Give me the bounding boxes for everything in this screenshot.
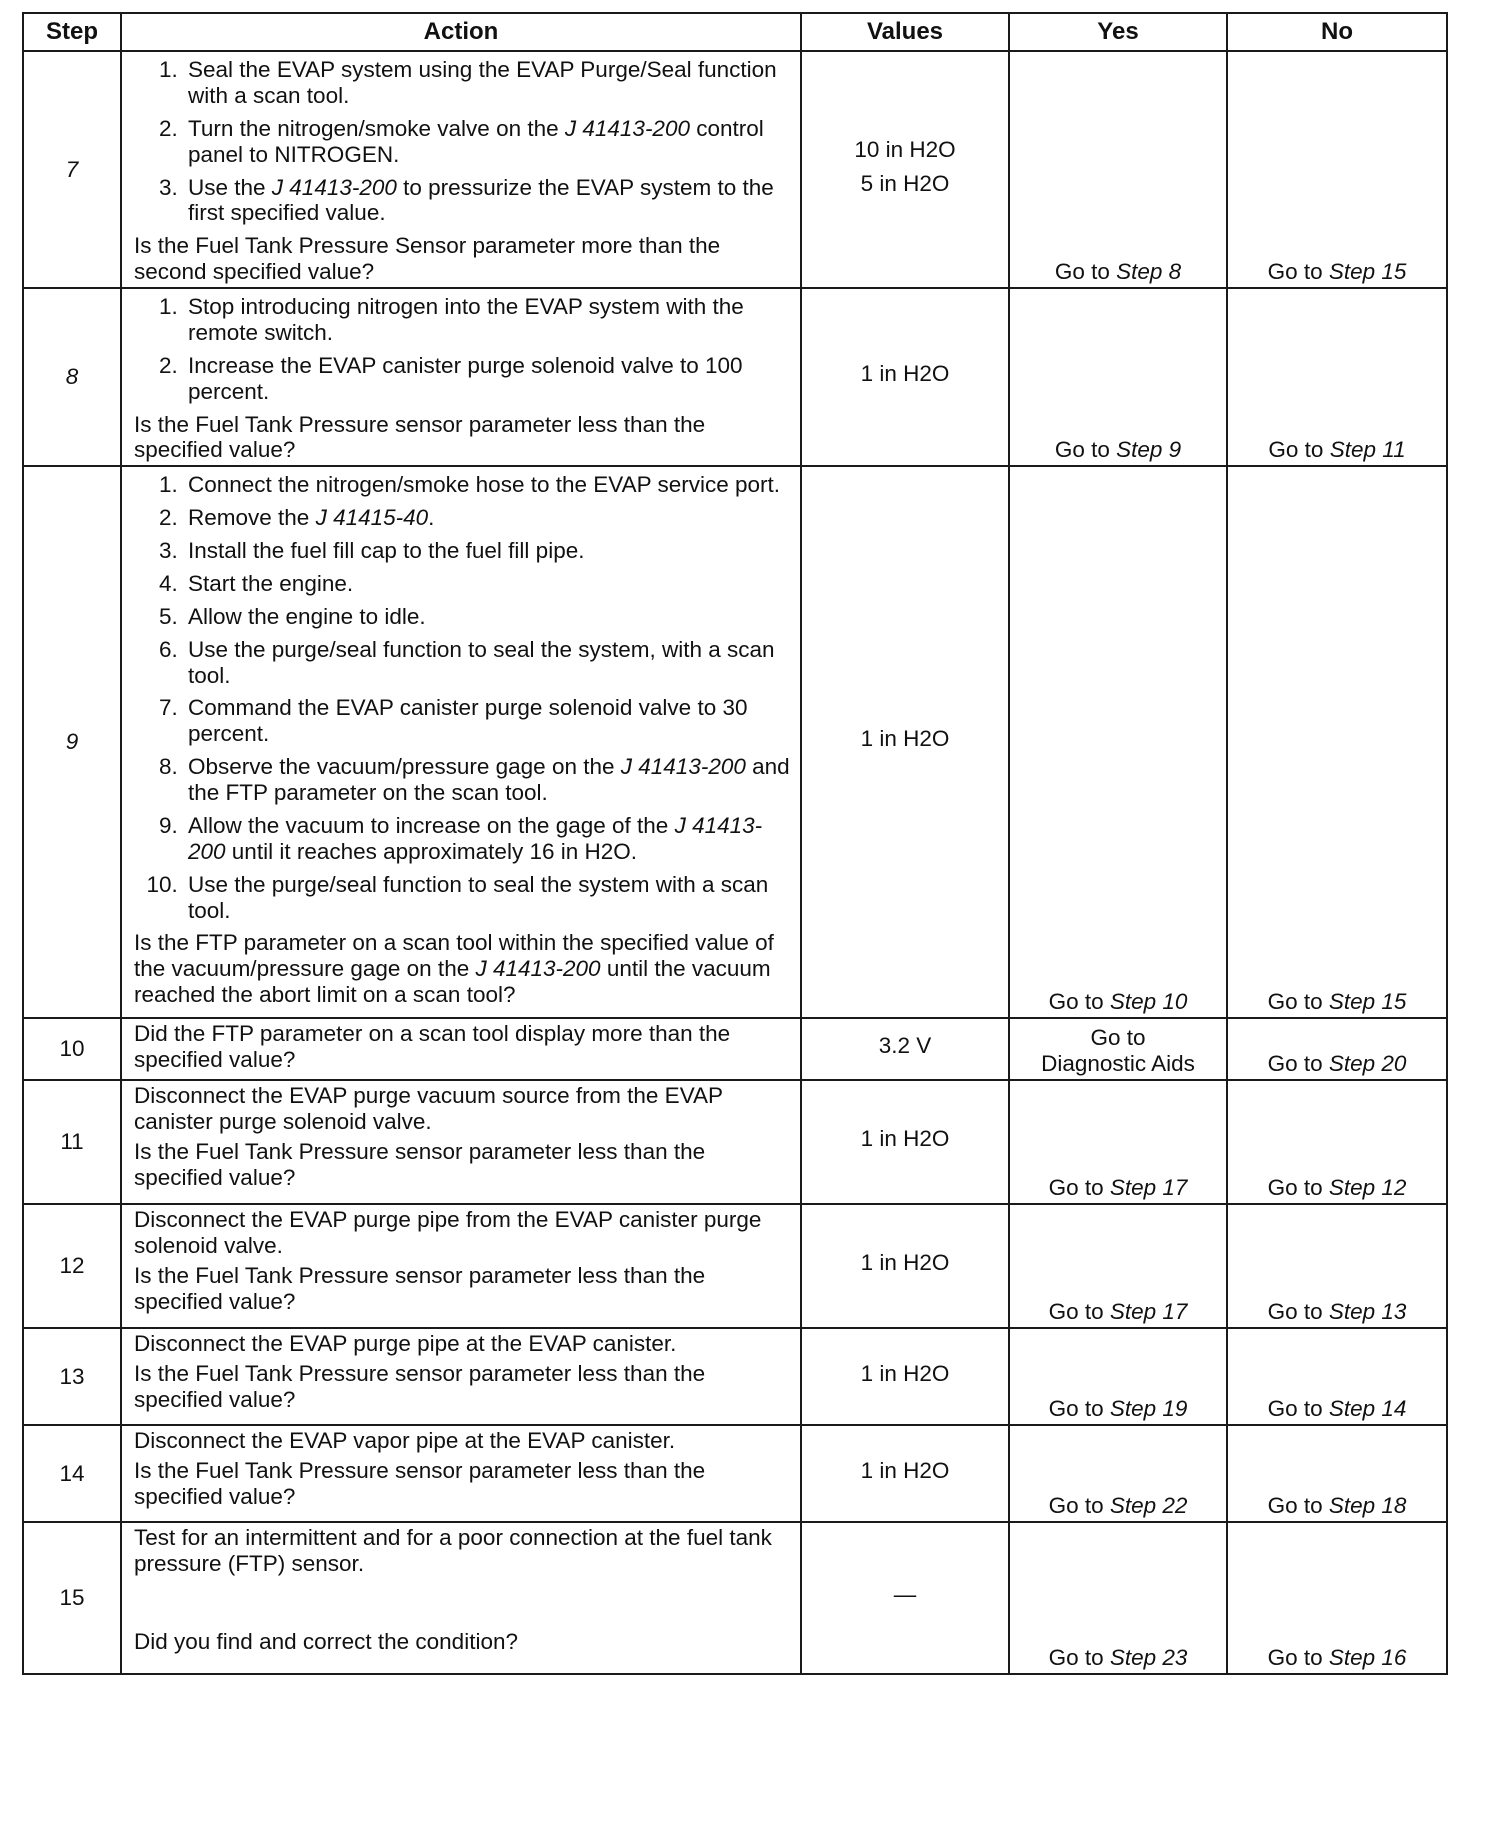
value-1: 1 in H2O (860, 1250, 950, 1276)
yes-cell: Go to Diagnostic Aids (1009, 1018, 1227, 1080)
question-text: Did the FTP parameter on a scan tool display more than the specified value? (134, 1021, 731, 1073)
table-row-step-15 (23, 1522, 1447, 1674)
action-cell (121, 1204, 801, 1328)
list-item: 8. Observe the vacuum/pressure gage on the J 41413-200 and the FTP parameter on the scan tool. (184, 754, 790, 806)
values-cell (801, 1018, 1009, 1080)
list-item: 10. Use the purge/seal function to seal the system with a scan tool. (184, 872, 790, 924)
value-1: 1 in H2O (860, 726, 950, 752)
value-1: 1 in H2O (860, 1360, 950, 1386)
yes-cell: Go to Step 8 (1009, 51, 1227, 288)
action-cell (121, 1425, 801, 1522)
no-cell: Go to Step 11 (1227, 288, 1447, 466)
yes-step-link[interactable]: Step 22 (1109, 1493, 1188, 1519)
list-item: 2. Remove the J 41415-40. (184, 505, 790, 531)
header-action: Action (121, 13, 801, 51)
question-text: Is the Fuel Tank Pressure sensor parameter less than the specified value? (134, 411, 706, 463)
action-cell (121, 288, 801, 466)
table-row-step-7 (23, 51, 1447, 288)
table-row-step-8 (23, 288, 1447, 466)
table-row-step-12 (23, 1204, 1447, 1328)
header-row (23, 13, 1447, 51)
diagnostic-table (22, 12, 1448, 1675)
no-step-link[interactable]: Step 15 (1328, 989, 1407, 1015)
value-2: 5 in H2O (860, 170, 950, 196)
action-cell (121, 1080, 801, 1204)
no-step-link[interactable]: Step 11 (1329, 437, 1406, 463)
no-cell: Go to Step 18 (1227, 1425, 1447, 1522)
header-no: No (1227, 13, 1447, 51)
step-number: 11 (23, 1080, 121, 1204)
yes-cell: Go to Step 22 (1009, 1425, 1227, 1522)
value-1: 10 in H2O (854, 136, 956, 162)
no-step-link[interactable]: Step 16 (1328, 1645, 1407, 1671)
action-cell (121, 466, 801, 1018)
action-cell (121, 1328, 801, 1425)
no-cell: Go to Step 12 (1227, 1080, 1447, 1204)
no-cell: Go to Step 20 (1227, 1018, 1447, 1080)
yes-step-link[interactable]: Step 8 (1116, 259, 1182, 285)
list-item: 1. Seal the EVAP system using the EVAP Purge/Seal function with a scan tool. (184, 57, 790, 109)
yes-step-link[interactable]: Step 19 (1109, 1396, 1188, 1422)
question-text: Is the FTP parameter on a scan tool within the specified value of the vacuum/pressure gage on the J 41413-200 until the vacuum reached the abort limit on a scan tool? (134, 930, 774, 1008)
header-values: Values (801, 13, 1009, 51)
action-text: Disconnect the EVAP purge vacuum source from the EVAP canister purge solenoid valve. (134, 1083, 723, 1134)
values-cell (801, 466, 1009, 1018)
table-row-step-11 (23, 1080, 1447, 1204)
yes-cell: Go to Step 23 (1009, 1522, 1227, 1674)
values-cell (801, 1522, 1009, 1674)
table-row-step-9 (23, 466, 1447, 1018)
action-text: Disconnect the EVAP purge pipe at the EVAP canister. (134, 1331, 677, 1356)
list-item: 7. Command the EVAP canister purge solenoid valve to 30 percent. (184, 695, 790, 747)
step-number: 14 (23, 1425, 121, 1522)
step-number: 10 (23, 1018, 121, 1080)
list-item: 2. Increase the EVAP canister purge solenoid valve to 100 percent. (184, 353, 790, 405)
list-item: 5. Allow the engine to idle. (184, 604, 790, 630)
header-step: Step (23, 13, 121, 51)
step-number: 9 (23, 466, 121, 1018)
no-step-link[interactable]: Step 13 (1328, 1299, 1407, 1325)
no-cell: Go to Step 15 (1227, 466, 1447, 1018)
action-list (134, 472, 790, 923)
yes-cell: Go to Step 19 (1009, 1328, 1227, 1425)
yes-diagnostic-aids-link[interactable]: Diagnostic Aids (1041, 1051, 1195, 1077)
step-number: 8 (23, 288, 121, 466)
question-text: Is the Fuel Tank Pressure sensor parameter less than the specified value? (134, 1262, 706, 1314)
list-item: 1. Connect the nitrogen/smoke hose to the EVAP service port. (184, 472, 790, 498)
action-text: Test for an intermittent and for a poor connection at the fuel tank pressure (FTP) sensor. (134, 1525, 772, 1576)
value-1: 3.2 V (878, 1033, 932, 1059)
list-item: 6. Use the purge/seal function to seal the system, with a scan tool. (184, 637, 790, 689)
table-row-step-13 (23, 1328, 1447, 1425)
header-yes: Yes (1009, 13, 1227, 51)
no-step-link[interactable]: Step 14 (1328, 1396, 1407, 1422)
yes-step-link[interactable]: Step 17 (1109, 1175, 1188, 1201)
list-item: 4. Start the engine. (184, 571, 790, 597)
values-cell (801, 1425, 1009, 1522)
no-cell: Go to Step 13 (1227, 1204, 1447, 1328)
action-list (134, 57, 790, 226)
list-item: 9. Allow the vacuum to increase on the gage of the J 41413-200 until it reaches approximately 16 in H2O. (184, 813, 790, 865)
step-number: 15 (23, 1522, 121, 1674)
step-number: 7 (23, 51, 121, 288)
values-cell (801, 1080, 1009, 1204)
values-cell (801, 51, 1009, 288)
value-1: 1 in H2O (860, 1126, 950, 1152)
no-step-link[interactable]: Step 15 (1328, 259, 1407, 285)
action-cell (121, 1018, 801, 1080)
no-step-link[interactable]: Step 12 (1328, 1175, 1407, 1201)
action-cell (121, 1522, 801, 1674)
no-cell: Go to Step 16 (1227, 1522, 1447, 1674)
yes-step-link[interactable]: Step 23 (1109, 1645, 1188, 1671)
action-text: Disconnect the EVAP purge pipe from the EVAP canister purge solenoid valve. (134, 1207, 762, 1258)
value-1: — (893, 1582, 917, 1608)
yes-cell: Go to Step 10 (1009, 466, 1227, 1018)
question-text: Is the Fuel Tank Pressure sensor parameter less than the specified value? (134, 1360, 706, 1412)
yes-cell: Go to Step 9 (1009, 288, 1227, 466)
list-item: 2. Turn the nitrogen/smoke valve on the J 41413-200 control panel to NITROGEN. (184, 116, 790, 168)
question-text: Is the Fuel Tank Pressure sensor parameter less than the specified value? (134, 1457, 706, 1509)
yes-step-link[interactable]: Step 10 (1109, 989, 1188, 1015)
values-cell (801, 1328, 1009, 1425)
value-1: 1 in H2O (860, 361, 950, 387)
value-1: 1 in H2O (860, 1457, 950, 1483)
question-text: Is the Fuel Tank Pressure sensor parameter less than the specified value? (134, 1138, 706, 1190)
yes-step-link[interactable]: Step 9 (1116, 437, 1182, 463)
table-row-step-10 (23, 1018, 1447, 1080)
action-list (134, 294, 790, 405)
no-cell: Go to Step 14 (1227, 1328, 1447, 1425)
action-cell (121, 51, 801, 288)
action-text: Disconnect the EVAP vapor pipe at the EVAP canister. (134, 1428, 676, 1453)
step-number: 12 (23, 1204, 121, 1328)
question-text: Is the Fuel Tank Pressure Sensor parameter more than the second specified value? (134, 233, 721, 285)
values-cell (801, 288, 1009, 466)
no-step-link[interactable]: Step 20 (1328, 1051, 1407, 1077)
list-item: 3. Use the J 41413-200 to pressurize the EVAP system to the first specified value. (184, 175, 790, 227)
table-row-step-14 (23, 1425, 1447, 1522)
step-number: 13 (23, 1328, 121, 1425)
no-step-link[interactable]: Step 18 (1328, 1493, 1407, 1519)
yes-cell: Go to Step 17 (1009, 1204, 1227, 1328)
no-cell: Go to Step 15 (1227, 51, 1447, 288)
yes-cell: Go to Step 17 (1009, 1080, 1227, 1204)
values-cell (801, 1204, 1009, 1328)
list-item: 3. Install the fuel fill cap to the fuel fill pipe. (184, 538, 790, 564)
yes-step-link[interactable]: Step 17 (1109, 1299, 1188, 1325)
list-item: 1. Stop introducing nitrogen into the EVAP system with the remote switch. (184, 294, 790, 346)
question-text: Did you find and correct the condition? (134, 1628, 518, 1654)
